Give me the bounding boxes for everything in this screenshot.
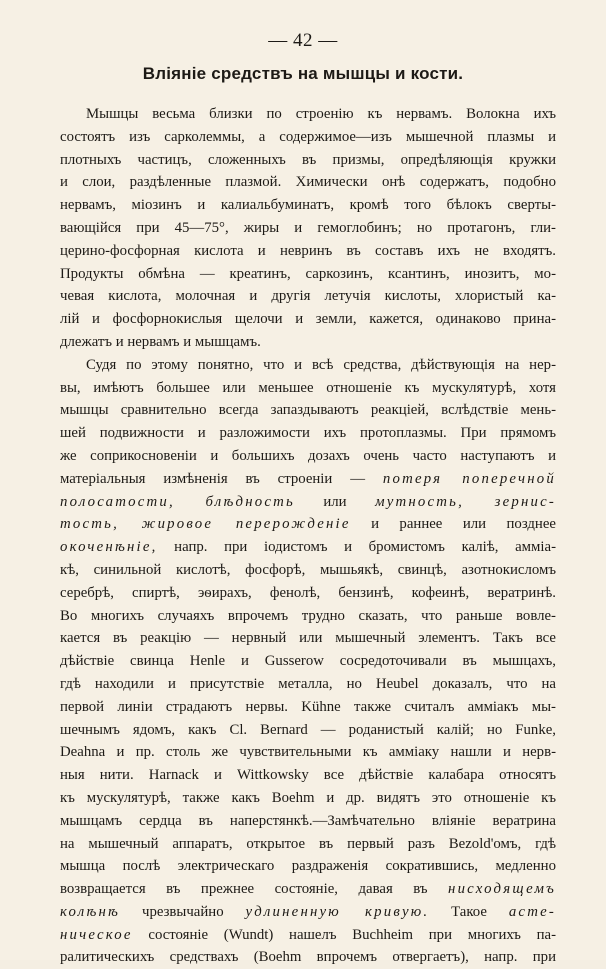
text-run: возвращается въ прежнее состояніе, давая въ — [60, 881, 449, 898]
text-run: и слои, раздѣленные плазмой. Химически онѣ содержатъ, подобно — [60, 174, 556, 191]
text-run: лій и фосфорнокислыя щелочи и земли, кажется, одинаково прина- — [60, 311, 556, 328]
text-run: ныя нити. Harnack и Wittkowsky все дѣйствіе калабара относятъ — [60, 767, 556, 784]
text-run: Продукты обмѣна — креатинъ, саркозинъ, ксантинъ, инозитъ, мо- — [60, 265, 556, 282]
text-line — [60, 468, 556, 491]
text-line — [60, 855, 556, 878]
emphasized-text: ническое — [60, 926, 133, 943]
text-run: гдѣ находили и присутствіе металла, но Heubel доказалъ, что на — [60, 675, 556, 692]
text-line — [60, 377, 556, 400]
text-line — [60, 354, 556, 377]
text-line — [60, 149, 556, 172]
emphasized-text: асте- — [508, 903, 556, 920]
text-run: кается въ реакцію — нервный или мышечный элементъ. Такъ все — [60, 630, 556, 647]
text-run: Во многихъ случаяхъ впрочемъ трудно сказать, что раньше вовле- — [60, 607, 556, 624]
text-run: нервамъ, міозинъ и калиальбуминатъ, кромѣ того бѣлокъ сверты- — [60, 197, 556, 214]
text-line — [60, 263, 556, 286]
text-run: Судя по этому понятно, что и всѣ средства, дѣйствующія на нер- — [86, 356, 556, 373]
text-run: плотныхъ частицъ, сложенныхъ въ призмы, опредѣляющія кружки — [60, 151, 556, 168]
text-run: Мышцы весьма близки по строенію къ нервамъ. Волокна ихъ — [86, 106, 556, 122]
text-run: церино-фосфорная кислота и невринъ въ составъ ихъ не входятъ. — [60, 242, 556, 259]
text-run: шей подвижности и разложимости ихъ протоплазмы. При прямомъ — [60, 425, 556, 442]
text-run: чрезвычайно — [120, 903, 246, 920]
text-run: состоятъ изъ сарколеммы, а содержимое—изъ мышечной плазмы и — [60, 128, 556, 145]
text-run: напр. при іодистомъ и бромистомъ каліѣ, амміа- — [157, 539, 556, 556]
text-run: или — [294, 493, 376, 510]
text-run: состояніе (Wundt) нашелъ Buchheim при многихъ па- — [132, 926, 556, 943]
text-line — [60, 833, 556, 856]
text-line — [60, 103, 556, 126]
text-line — [60, 719, 556, 742]
text-line — [60, 924, 556, 947]
text-line — [60, 946, 556, 969]
text-line — [60, 536, 556, 559]
text-line — [60, 285, 556, 308]
text-run: на мышечный аппаратъ, открытое въ первый разъ Bezold'омъ, гдѣ — [60, 835, 556, 852]
text-line — [60, 331, 556, 354]
text-run: мышца послѣ электрическаго раздраженія сократившись, медленно — [60, 858, 556, 875]
text-line — [60, 559, 556, 582]
emphasized-text: колѣнѣ — [60, 903, 121, 920]
text-line — [60, 810, 556, 833]
text-run: шечнымъ ядомъ, какъ Cl. Bernard — роданистый калій; но Funke, — [60, 721, 556, 738]
text-run: къ мускулятурѣ, также какъ Boehm и др. видятъ это отношеніе къ — [60, 789, 556, 806]
text-line — [60, 696, 556, 719]
text-line — [60, 445, 556, 468]
text-line — [60, 673, 556, 696]
text-line — [60, 491, 556, 514]
text-line — [60, 764, 556, 787]
text-line — [60, 399, 556, 422]
text-line — [60, 605, 556, 628]
text-run: вающійся при 45—75°, жиры и гемоглобинъ; но протагонъ, гли- — [60, 219, 556, 236]
emphasized-text: удлиненную кривую. — [245, 903, 430, 920]
text-line — [60, 741, 556, 764]
section-heading: Вліяніе средствъ на мышцы и кости. — [142, 64, 464, 83]
emphasized-text: мутность, зернис- — [375, 493, 556, 510]
text-run: кѣ, синильной кислотѣ, фосфорѣ, мышьякѣ, свинцѣ, азотнокисломъ — [60, 561, 556, 578]
emphasized-text: нисходящемъ — [448, 881, 556, 898]
text-line — [60, 650, 556, 673]
text-line — [60, 513, 556, 536]
page-number: — 42 — — [268, 30, 338, 51]
text-line — [60, 627, 556, 650]
emphasized-text: тость, жировое перерожденіе — [60, 516, 351, 533]
text-run: матеріальныя измѣненія въ строеніи — — [60, 470, 383, 487]
text-line — [60, 194, 556, 217]
text-line — [60, 171, 556, 194]
text-line — [60, 901, 556, 924]
emphasized-text: окоченѣніе, — [60, 539, 158, 556]
text-line — [60, 787, 556, 810]
body-text — [60, 103, 556, 969]
text-run: серебрѣ, спиртѣ, эѳирахъ, фенолѣ, бензинѣ, кофеинѣ, вератринѣ. — [60, 584, 556, 601]
emphasized-text: потеря поперечной — [382, 470, 556, 487]
text-run: мышцамъ сердца въ наперстянкѣ.—Замѣчательно вліяніе вератрина — [60, 812, 556, 829]
emphasized-text: полосатости, блѣдность — [60, 493, 295, 510]
text-run: же соприкосновеніи и большихъ дозахъ очень часто наступаютъ и — [60, 447, 556, 464]
text-run: ралитическихъ средствахъ (Boehm впрочемъ отвергаетъ), напр. при — [60, 949, 556, 966]
text-line — [60, 582, 556, 605]
text-line — [60, 126, 556, 149]
text-line — [60, 878, 556, 901]
text-run: Deahna и пр. столь же чувствительными къ амміаку нашли и нерв- — [60, 744, 556, 761]
text-run: и раннее или позднее — [350, 516, 556, 533]
text-run: вы, имѣютъ большее или меньшее отношеніе къ мускулятурѣ, хотя — [60, 379, 556, 396]
text-line — [60, 422, 556, 445]
text-run: длежатъ и нервамъ и мышцамъ. — [60, 333, 261, 350]
text-run: дѣйствіе свинца Henle и Gusserow сосредоточивали въ мышцахъ, — [60, 653, 556, 670]
text-run: чевая кислота, молочная и другія летучія кислоты, хлористый ка- — [60, 288, 556, 305]
text-line — [60, 240, 556, 263]
text-run: первой линіи страдаютъ нервы. Kühne также считалъ амміакъ мы- — [60, 698, 556, 715]
text-run: мышцы сравнительно всегда запаздываютъ реакціей, вслѣдствіе мень- — [60, 402, 556, 419]
text-line — [60, 308, 556, 331]
text-line — [60, 217, 556, 240]
text-run: Такое — [429, 903, 509, 920]
